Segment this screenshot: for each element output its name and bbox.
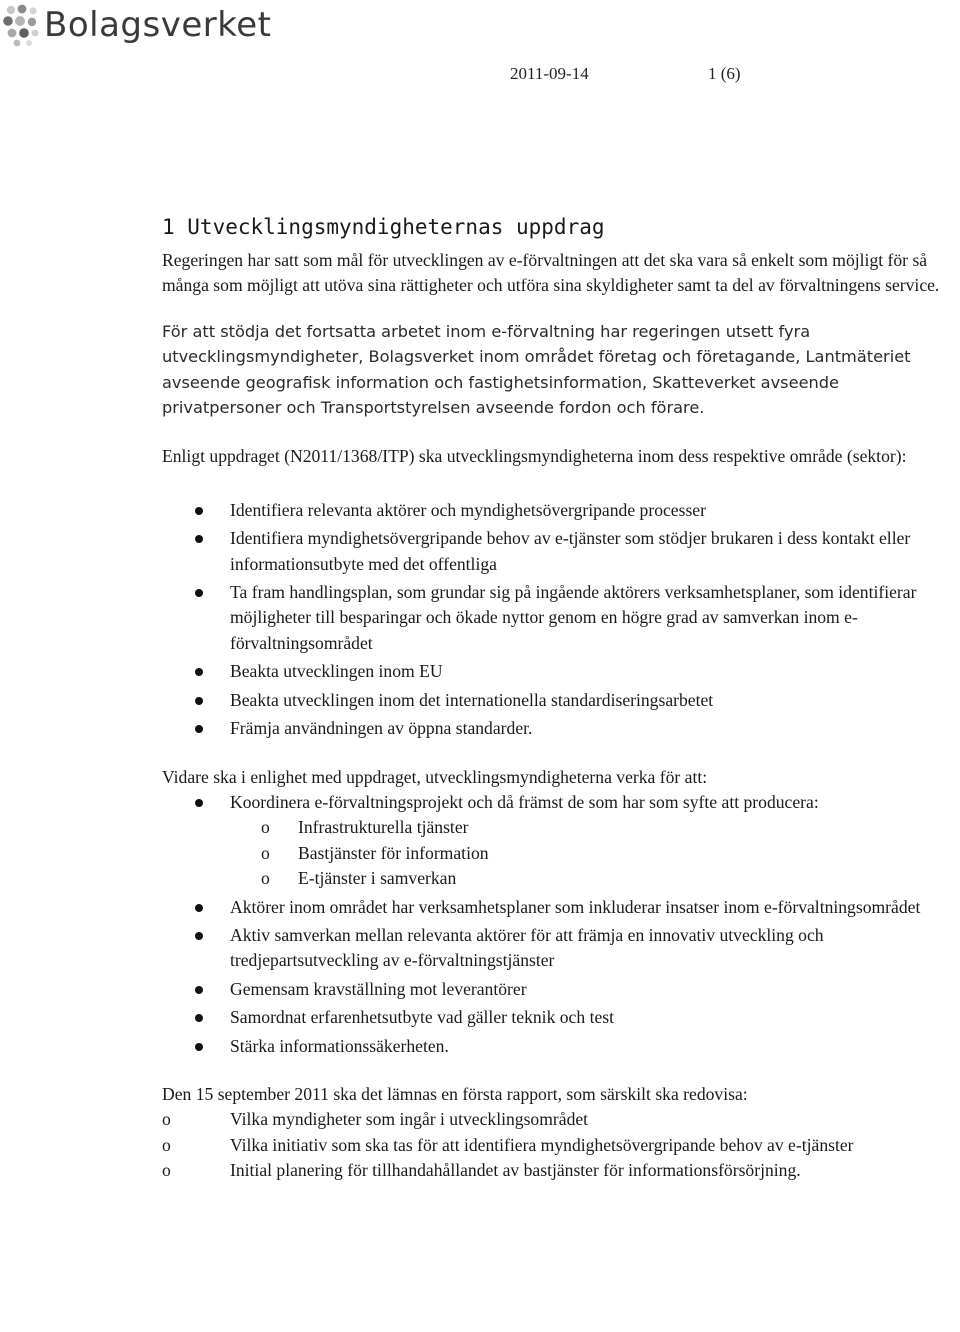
document-body (162, 212, 960, 1184)
paragraph-further: Vidare ska i enlighet med uppdraget, utvecklingsmyndigheterna verka för att: (162, 766, 708, 787)
report-list (162, 1107, 960, 1183)
list-item: Ta fram handlingsplan, som grundar sig på ingående aktörers verksamhetsplaner, som identifierar möjligheter till besparingar och ökade nyttor genom en högre grad av samverkan inom e-förvaltningsområdet (162, 580, 960, 656)
assignment-list (162, 498, 960, 742)
list-item: Samordnat erfarenhetsutbyte vad gäller teknik och test (162, 1005, 960, 1030)
paragraph-report: Den 15 september 2011 ska det lämnas en första rapport, som särskilt ska redovisa: (162, 1083, 748, 1104)
list-item: Identifiera relevanta aktörer och myndighetsövergripande processer (162, 498, 960, 523)
brand-logo (0, 0, 271, 50)
list-item-text: Koordinera e-förvaltningsprojekt och då främst de som har som syfte att producera: (230, 791, 819, 812)
list-item: Främja användningen av öppna standarder. (162, 716, 960, 741)
list-item (162, 790, 960, 892)
list-item: o Vilka myndigheter som ingår i utvecklingsområdet (162, 1107, 960, 1132)
list-item: Identifiera myndighetsövergripande behov av e-tjänster som stödjer brukaren i dess kontakt eller informationsutbyte med det offentliga (162, 526, 960, 577)
list-item: Beakta utvecklingen inom EU (162, 659, 960, 684)
list-item: Aktiv samverkan mellan relevanta aktörer för att främja en innovativ utveckling och tredjepartsutveckling av e-förvaltningstjänster (162, 923, 960, 974)
page-number: 1 (6) (708, 64, 741, 83)
document-date: 2011-09-14 (510, 64, 589, 83)
list-item: o Vilka initiativ som ska tas för att identifiera myndighetsövergripande behov av e-tjänster (162, 1133, 960, 1158)
list-item: o Initial planering för tillhandahållandet av bastjänster för informationsförsörjning. (162, 1158, 960, 1183)
spacer (162, 745, 960, 765)
list-item: Beakta utvecklingen inom det internationella standardiseringsarbetet (162, 688, 960, 713)
list-item: Gemensam kravställning mot leverantörer (162, 977, 960, 1002)
sub-list (230, 815, 960, 891)
document-header-meta (510, 64, 741, 84)
bolagsverket-dot-logo-icon (2, 3, 42, 47)
paragraph-assignment: Enligt uppdraget (N2011/1368/ITP) ska utvecklingsmyndigheterna inom dess respektive område (sektor): (162, 446, 907, 467)
paragraph-goal: Regeringen har satt som mål för utvecklingen av e-förvaltningen att det ska vara så enkelt som möjligt för så många som möjligt att utöva sina rättigheter och utföra sina skyldigheter samt ta del av förvaltningens service. (162, 250, 940, 296)
spacer (162, 1062, 960, 1082)
sub-list-item: o E-tjänster i samverkan (230, 866, 960, 891)
list-item: Aktörer inom området har verksamhetsplaner som inkluderar insatser inom e-förvaltningsområdet (162, 895, 960, 920)
sub-list-item: o Bastjänster för information (230, 841, 960, 866)
sub-list-item: o Infrastrukturella tjänster (230, 815, 960, 840)
brand-name: Bolagsverket (44, 5, 272, 45)
section-heading: 1 Utvecklingsmyndigheternas uppdrag (162, 215, 605, 239)
list-item: Stärka informationssäkerheten. (162, 1034, 960, 1059)
work-list (162, 790, 960, 1059)
paragraph-agencies: För att stödja det fortsatta arbetet inom e-förvaltning har regeringen utsett fyra utvecklingsmyndigheter, Bolagsverket inom området företag och företagande, Lantmäteriet avseende geografisk information och fastighetsinformation, Skatteverket avseende privatpersoner och Transportstyrelsen avseende fordon och förare. (162, 321, 911, 418)
